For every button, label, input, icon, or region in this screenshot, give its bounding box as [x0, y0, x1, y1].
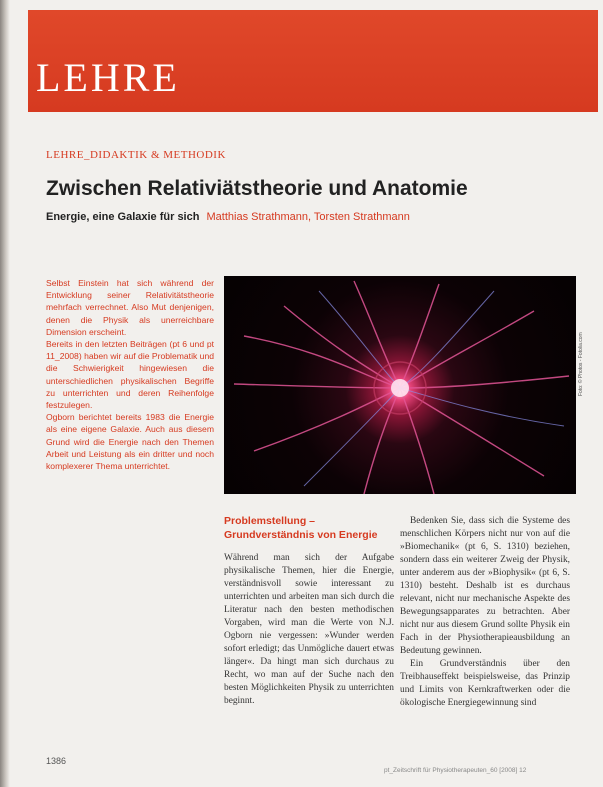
body-column-3 [400, 515, 570, 710]
article-title: Zwischen Relativiätstheorie und Anatomie [46, 177, 468, 200]
body-paragraph: Während man sich der Aufgabe physikalische Themen, hier die Energie, verständnisvoll sowie interessant zu unterrichten und arbeiten man sich durch die Literatur nach den besten methodischen Vorgaben, wird man die Werte von N.J. Ogborn nie vergessen: »Wunder werden sofort erledigt; das Unmögliche dauert etwas länger«. Da hingt man sich durchaus zu Recht, wo man auf der Suche nach den besten Möglichkeiten Physik zu unterrichten beginnt. [224, 553, 394, 706]
subtitle-line [46, 211, 410, 223]
banner-title: LEHRE [36, 55, 180, 100]
page-number: 1386 [46, 756, 67, 766]
header-banner [28, 10, 598, 112]
journal-source: pt_Zeitschrift für Physiotherapeuten_60 [2008] 12 [384, 767, 527, 774]
intro-paragraph: Bereits in den letzten Beiträgen (pt 6 und pt 11_2008) haben wir auf die Problematik und die Schwierigkeit hingewiesen die unterschiedlichen physikalischen Begriffe zu unterrichten und deren Reihenfolge festzulegen. [46, 339, 215, 411]
plasma-filaments [224, 276, 576, 494]
article-authors: Matthias Strathmann, Torsten Strathmann [206, 211, 410, 223]
intro-text [46, 277, 214, 472]
body-paragraph: Ein Grundverständnis über den Treibhauseffekt beispielsweise, das Prinzip und Limits von Kernkraftwerken oder die ökologische Energiegewinnung sind [400, 659, 570, 708]
body-column-2 [224, 552, 394, 708]
body-paragraph: Bedenken Sie, dass sich die Systeme des menschlichen Körpers nicht nur von auf die »Biomechanik« (pt 6, S. 1310) beziehen, sondern dass ein weiterer Zweig der Physik, unter anderem aus der »Biophysik« (pt 6, S. 1310) besteht. Deshalb ist es durchaus relevant, nicht nur mechanische Aspekte des Bewegungsapparates zu betrachten. Aber nicht nur aus diesem Grund sollte Physik ein Fach in der Physiotherapieausbildung an Bedeutung gewinnen. [400, 516, 570, 656]
article-subtitle: Energie, eine Galaxie für sich [46, 211, 200, 223]
intro-paragraph: Ogborn berichtet bereits 1983 die Energie als eine eigene Galaxie. Auch aus diesem Grund wird die Energie nach den Themen Arbeit und Leistung als ein dritter und noch komplexerer Thema unterrichtet. [46, 412, 214, 472]
photo-credit: Foto: © Photos - Fotolia.com [578, 332, 584, 396]
page-binding-shadow [0, 0, 10, 787]
section-label: LEHRE_DIDAKTIK & METHODIK [46, 149, 226, 161]
intro-paragraph: Selbst Einstein hat sich während der Entwicklung seiner Relativitätstheorie mehrfach verrechnet. Also Mut denjenigen, denen die Physik als unerreichbare Dimension erscheint. [46, 278, 214, 337]
section-heading: Problemstellung – Grundverständnis von Energie [224, 515, 378, 541]
plasma-ball-photo [224, 276, 576, 494]
